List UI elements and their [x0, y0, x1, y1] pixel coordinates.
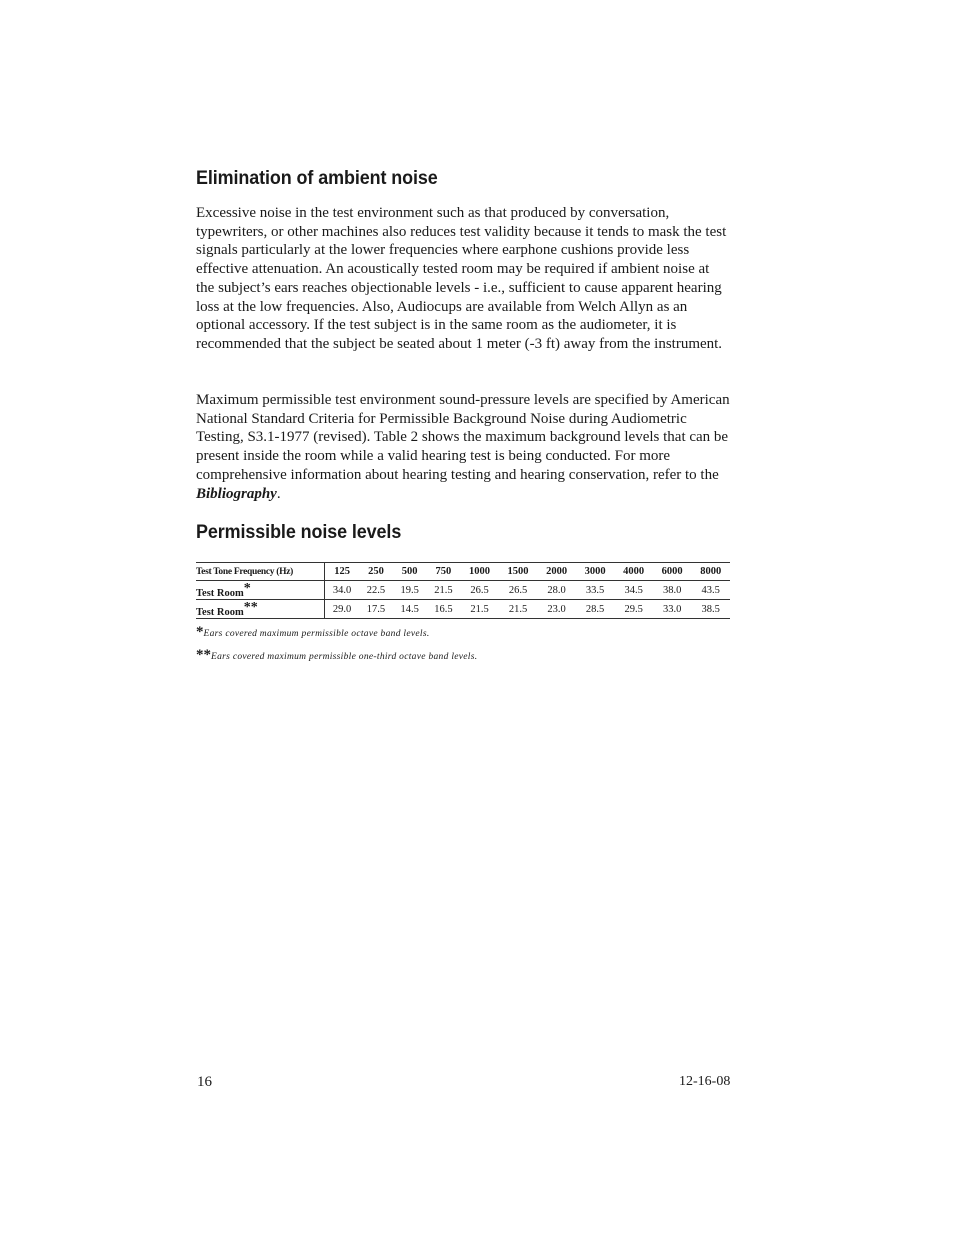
table-row: [196, 581, 730, 600]
row-label: [196, 600, 325, 619]
noise-levels-table: [196, 562, 730, 619]
table-cell: 28.0: [547, 584, 566, 596]
table-cell: 33.0: [662, 603, 682, 615]
frequency-header: 6000: [661, 566, 683, 577]
row-label-text: Test Room: [196, 588, 244, 599]
footnote-text: Ears covered maximum permissible octave band levels.: [203, 629, 430, 639]
table-cell: 21.5: [508, 603, 528, 615]
frequency-header: 3000: [584, 566, 606, 577]
table-header-row: [196, 563, 730, 581]
frequency-header: 125: [334, 566, 350, 577]
frequency-header: 250: [368, 566, 384, 577]
footnote: [196, 647, 477, 664]
frequency-header: 1000: [469, 566, 490, 577]
ambient-noise-paragraph: Excessive noise in the test environment such as that produced by conversation, typewriters, or other machines also reduces test validity because it tends to mask the test signals particularly at the lower frequencies where earphone cushions provide less effective attenuation. An acoustically tested room may be required if ambient noise at the subject’s ears reaches objectionable levels - i.e., sufficient to cause apparent hearing loss at the low frequencies. Also, Audiocups are available from Welch Allyn as an optional accessory. If the test subject is in the same room as the audiometer, it is recommended that the subject be seated about 1 meter (-3 ft) away from the instrument.: [196, 205, 727, 352]
paragraph-period: .: [276, 485, 281, 502]
table-cell: 34.5: [624, 584, 643, 596]
section-heading-ambient-noise: Elimination of ambient noise: [196, 167, 438, 189]
table-cell: 23.0: [547, 603, 566, 615]
footnote-marker: *: [196, 624, 204, 640]
footnote-text: Ears covered maximum permissible one-third octave band levels.: [211, 652, 478, 662]
page-number: 16: [197, 1074, 212, 1090]
table-cell: 26.5: [470, 584, 489, 596]
table-cell: 19.5: [400, 584, 419, 596]
table-cell: 29.5: [624, 603, 643, 615]
frequency-header: 750: [435, 566, 452, 577]
table-cell: 34.0: [332, 584, 352, 596]
table-cell: 17.5: [366, 603, 386, 615]
footnote-marker: *: [243, 581, 251, 596]
frequency-header: 2000: [546, 566, 568, 577]
table-cell: 28.5: [585, 603, 605, 615]
frequency-header-label: Test Tone Frequency (Hz): [196, 563, 325, 581]
table-cell: 22.5: [366, 584, 386, 596]
table-cell: 14.5: [400, 603, 419, 615]
footnote-marker: **: [243, 600, 258, 615]
table-cell: 38.0: [662, 584, 682, 596]
table-cell: 21.5: [434, 584, 453, 596]
frequency-header: 1500: [507, 566, 529, 577]
section-heading-noise-levels: Permissible noise levels: [196, 521, 402, 543]
table-cell: 38.5: [701, 603, 720, 615]
sound-pressure-paragraph-text: Maximum permissible test environment sound-pressure levels are specified by American National Standard Criteria for Permissible Background Noise during Audiometric Testing, S3.1-1977 (revised). Table 2 shows the maximum background levels that can be present inside the room while a valid hearing test is being conducted. For more comprehensive information about hearing testing and hearing conservation, refer to the: [196, 392, 730, 483]
table-cell: 21.5: [470, 603, 489, 615]
table-cell: 33.5: [585, 584, 605, 596]
row-label: [196, 581, 325, 600]
table-cell: 26.5: [508, 584, 528, 596]
footnote: [196, 624, 430, 641]
frequency-header: 500: [401, 566, 418, 577]
table-cell: 43.5: [701, 584, 720, 596]
sound-pressure-paragraph: [196, 391, 731, 503]
bibliography-reference: Bibliography: [196, 485, 277, 502]
row-label-text: Test Room: [196, 607, 244, 618]
frequency-header: 4000: [623, 566, 645, 577]
revision-date: 12-16-08: [679, 1074, 731, 1089]
table-cell: 29.0: [332, 603, 352, 615]
frequency-header: 8000: [700, 566, 722, 577]
footnote-marker: **: [196, 647, 211, 663]
table-row: [196, 600, 730, 619]
table-cell: 16.5: [434, 603, 453, 615]
